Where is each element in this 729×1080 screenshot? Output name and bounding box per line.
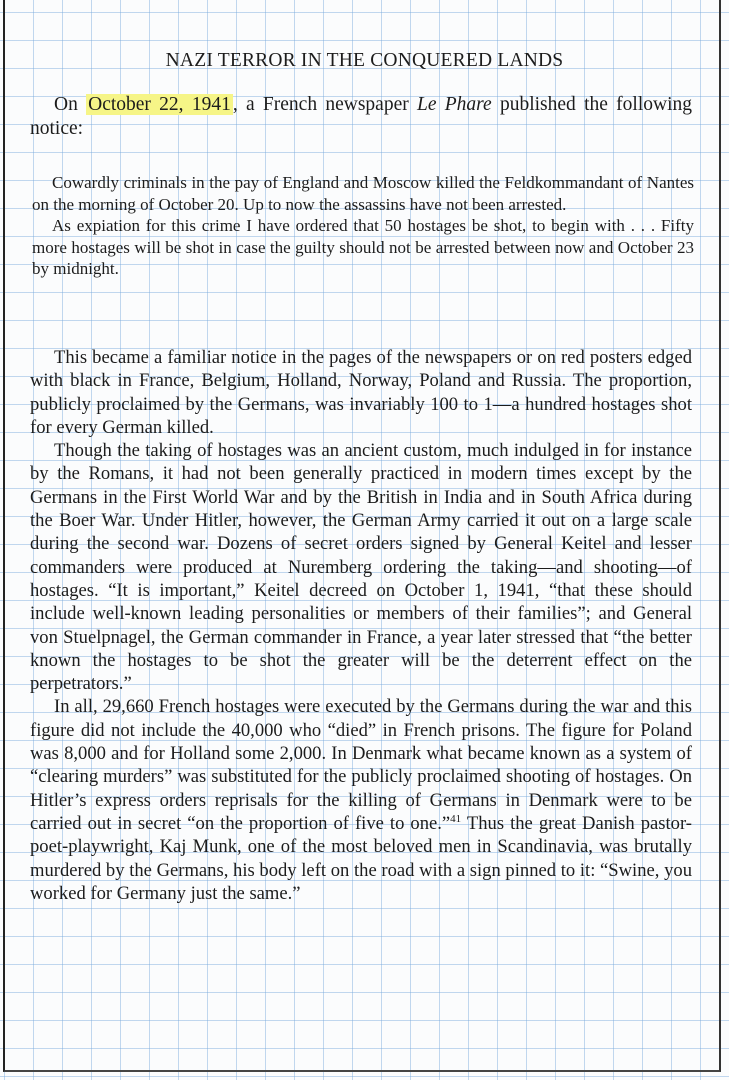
block-quote <box>32 172 694 280</box>
quote-paragraph-1: Cowardly criminals in the pay of England and Moscow killed the Feldkommandant of Nantes on the morning of October 20. Up to now the assassins have not been arrested. <box>32 173 694 214</box>
chapter-title: NAZI TERROR IN THE CONQUERED LANDS <box>165 50 564 71</box>
body-paragraph-3-start: In all, 29,660 French hostages were executed by the Germans during the war and this figure did not include the 40,000 who “died” in French prisons. The figure for Poland was 8,000 and for Holland some 2,000. In Denmark what became known as a system of “clearing murders” was substituted for the publicly proclaimed shooting of hostages. On Hitler’s express orders reprisals for the killing of Germans in Denmark were to be carried out in secret “on the proportion of five to one.” <box>30 696 692 834</box>
intro-text-start: On <box>54 94 87 115</box>
body-paragraph-2: Though the taking of hostages was an ancient custom, much indulged in for instance by the Romans, it had not been generally practiced in modern times except by the Germans in the First World War and by the British in India and in South Africa during the Boer War. Under Hitler, however, the German Army carried it out on a large scale during the second war. Dozens of secret orders signed by General Keitel and lesser commanders were produced at Nuremberg ordering the taking—and shooting—of hostages. “It is important,” Keitel decreed on October 1, 1941, “that these should include well-known leading personalities or members of their families”; and General von Stuelpnagel, the German commander in France, a year later stressed that “the better known the hostages to be shot the greater will be the deterrent effect on the perpetrators.” <box>30 440 692 695</box>
highlighted-date: October 22, 1941 <box>88 94 231 115</box>
body-text <box>30 346 692 905</box>
footnote-marker: 41 <box>450 812 462 825</box>
intro-text-end: published the following notice: <box>30 94 692 139</box>
newspaper-name: Le Phare <box>417 94 492 115</box>
body-paragraph-3-end: Thus the great Danish pastor-poet-playwright, Kaj Munk, one of the most beloved men in Scandinavia, was brutally murdered by the Germans, his body left on the road with a sign pinned to it: “Swine, you worked for Germany just the same.” <box>30 812 692 904</box>
body-paragraph-3 <box>30 695 692 905</box>
intro-paragraph <box>30 93 692 141</box>
body-paragraph-1: This became a familiar notice in the pages of the newspapers or on red posters edged with black in France, Belgium, Holland, Norway, Poland and Russia. The proportion, publicly proclaimed by the Germans, was invariably 100 to 1—a hundred hostages shot for every German killed. <box>30 347 692 438</box>
quote-paragraph-2: As expiation for this crime I have ordered that 50 hostages be shot, to begin with . . . Fifty more hostages will be shot in case the guilty should not be arrested between now and October 23 by midnight. <box>32 216 694 278</box>
intro-text-middle: , a French newspaper <box>232 94 417 115</box>
